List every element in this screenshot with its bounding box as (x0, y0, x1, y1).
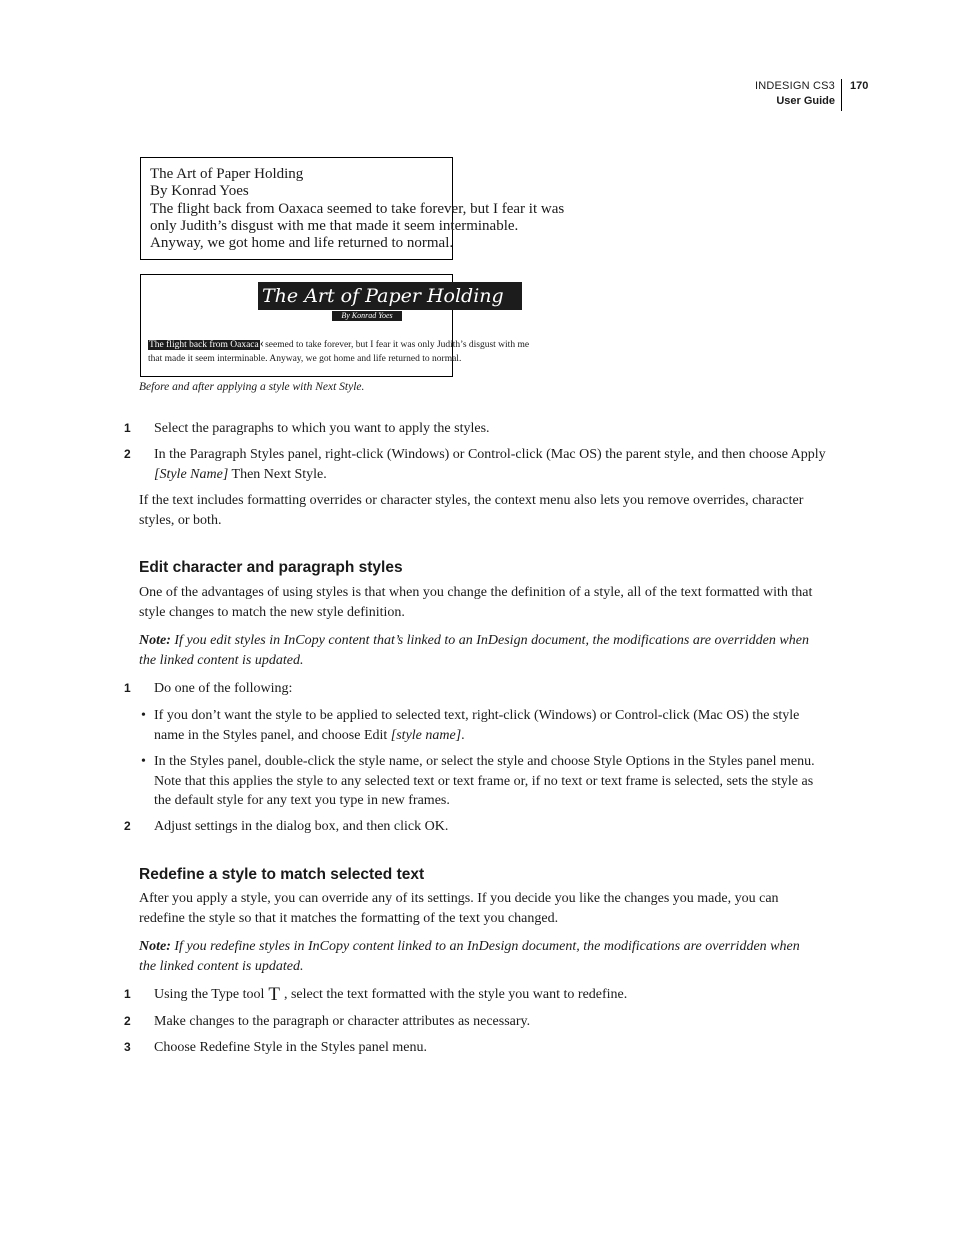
figure-after-selected-text: The flight back from Oaxaca (149, 340, 259, 350)
step-number: 2 (124, 447, 131, 461)
figure-before-line: The Art of Paper Holding (150, 166, 304, 182)
step-make-changes (124, 1012, 830, 1032)
step-text-emphasis: [Style Name] (154, 466, 229, 482)
step-text: Make changes to the paragraph or character attributes as necessary. (154, 1014, 531, 1029)
page-number: 170 (850, 80, 869, 92)
header-product: INDESIGN CS3 (754, 80, 835, 92)
bullet-text: If you don’t want the style to be applied to selected text, right-click (Windows) or Control-click (Mac OS) the style name in the Styles panel, and choose Edit (154, 708, 800, 743)
figure-after-body-rest: seemed to take forever, but I fear it was only Judith’s disgust with me (265, 340, 530, 350)
step-text: Using the Type tool (154, 987, 265, 1002)
figure-caption: Before and after applying a style with Next Style. (139, 381, 365, 393)
step-type-tool (124, 984, 830, 1005)
step-select-paragraphs (124, 419, 830, 439)
step-redefine-style (124, 1038, 830, 1058)
text-cursor-icon: ‹ (259, 335, 265, 350)
note-label: Note: (139, 633, 171, 648)
heading-edit-styles: Edit character and paragraph styles (139, 559, 403, 576)
bullet-mark: • (141, 754, 146, 769)
paragraph-overrides: If the text includes formatting overrides or character styles, the context menu also lets you remove overrides, character styles, or both. (139, 493, 804, 528)
step-text: Do one of the following: (154, 681, 293, 696)
step-apply-style (124, 445, 830, 484)
heading-redefine-style: Redefine a style to match selected text (139, 866, 425, 883)
note-edit-styles (139, 631, 815, 670)
step-number: 1 (124, 681, 131, 695)
figure-after-body-line-1 (148, 336, 648, 352)
figure-after-byline: By Konrad Yoes (332, 311, 402, 321)
step-text: Select the paragraphs to which you want to apply the styles. (154, 421, 490, 436)
step-do-one (124, 679, 830, 699)
bullet-item-edit (139, 706, 815, 745)
running-header (755, 79, 842, 111)
note-label: Note: (139, 939, 171, 954)
step-text: Choose Redefine Style in the Styles panel menu. (154, 1040, 427, 1055)
step-number: 3 (124, 1040, 131, 1054)
type-tool-icon: T (268, 984, 280, 1005)
step-number: 1 (124, 987, 131, 1001)
figure-before-text (150, 166, 750, 252)
bullet-text: . (461, 727, 465, 743)
header-guide: User Guide (776, 95, 835, 107)
figure-before-line: only Judith’s disgust with me that made it seem interminable. (150, 217, 519, 234)
figure-before-line: By Konrad Yoes (150, 183, 249, 200)
bullet-text: In the Styles panel, double-click the style name, or select the style and choose Style Options in the Styles panel menu. Note that this applies the style to any selected text or text frame or, if no text or text frame is selected, sets the style as the default style for any text you type in new frames. (154, 754, 815, 809)
figure-after-body-line-2: that made it seem interminable. Anyway, we got home and life returned to normal. (148, 354, 462, 364)
bullet-mark: • (141, 708, 146, 723)
step-text: , select the text formatted with the style you want to redefine. (283, 987, 628, 1002)
figure-after (140, 274, 530, 377)
step-text: Adjust settings in the dialog box, and then click OK. (154, 819, 449, 834)
note-redefine-styles (139, 937, 815, 976)
note-text: If you redefine styles in InCopy content linked to an InDesign document, the modifications are overridden when the linked content is updated. (139, 939, 800, 974)
paragraph-redefine-intro: After you apply a style, you can override any of its settings. If you decide you like the changes you made, you can redefine the style so that it matches the formatting of the text you changed. (139, 891, 779, 926)
figure-after-headline: The Art of Paper Holding (258, 282, 522, 310)
figure-before-line: Anyway, we got home and life returned to normal. (150, 235, 454, 252)
step-number: 2 (124, 1014, 131, 1028)
step-text: In the Paragraph Styles panel, right-click (Windows) or Control-click (Mac OS) the parent style, and then choose Apply (154, 447, 826, 462)
bullet-item-style-options (139, 752, 815, 811)
figure-before (140, 157, 565, 260)
paragraph-edit-intro: One of the advantages of using styles is that when you change the definition of a style, all of the text formatted with that style changes to match the new style definition. (139, 585, 813, 620)
step-adjust-settings (124, 817, 830, 837)
bullet-text-emphasis: [style name] (390, 727, 462, 743)
step-number: 1 (124, 421, 131, 435)
step-number: 2 (124, 819, 131, 833)
step-text: Then Next Style. (228, 466, 327, 482)
figure-before-line: The flight back from Oaxaca seemed to take forever, but I fear it was (150, 200, 565, 217)
note-text: If you edit styles in InCopy content that’s linked to an InDesign document, the modifications are overridden when the linked content is updated. (139, 633, 809, 668)
